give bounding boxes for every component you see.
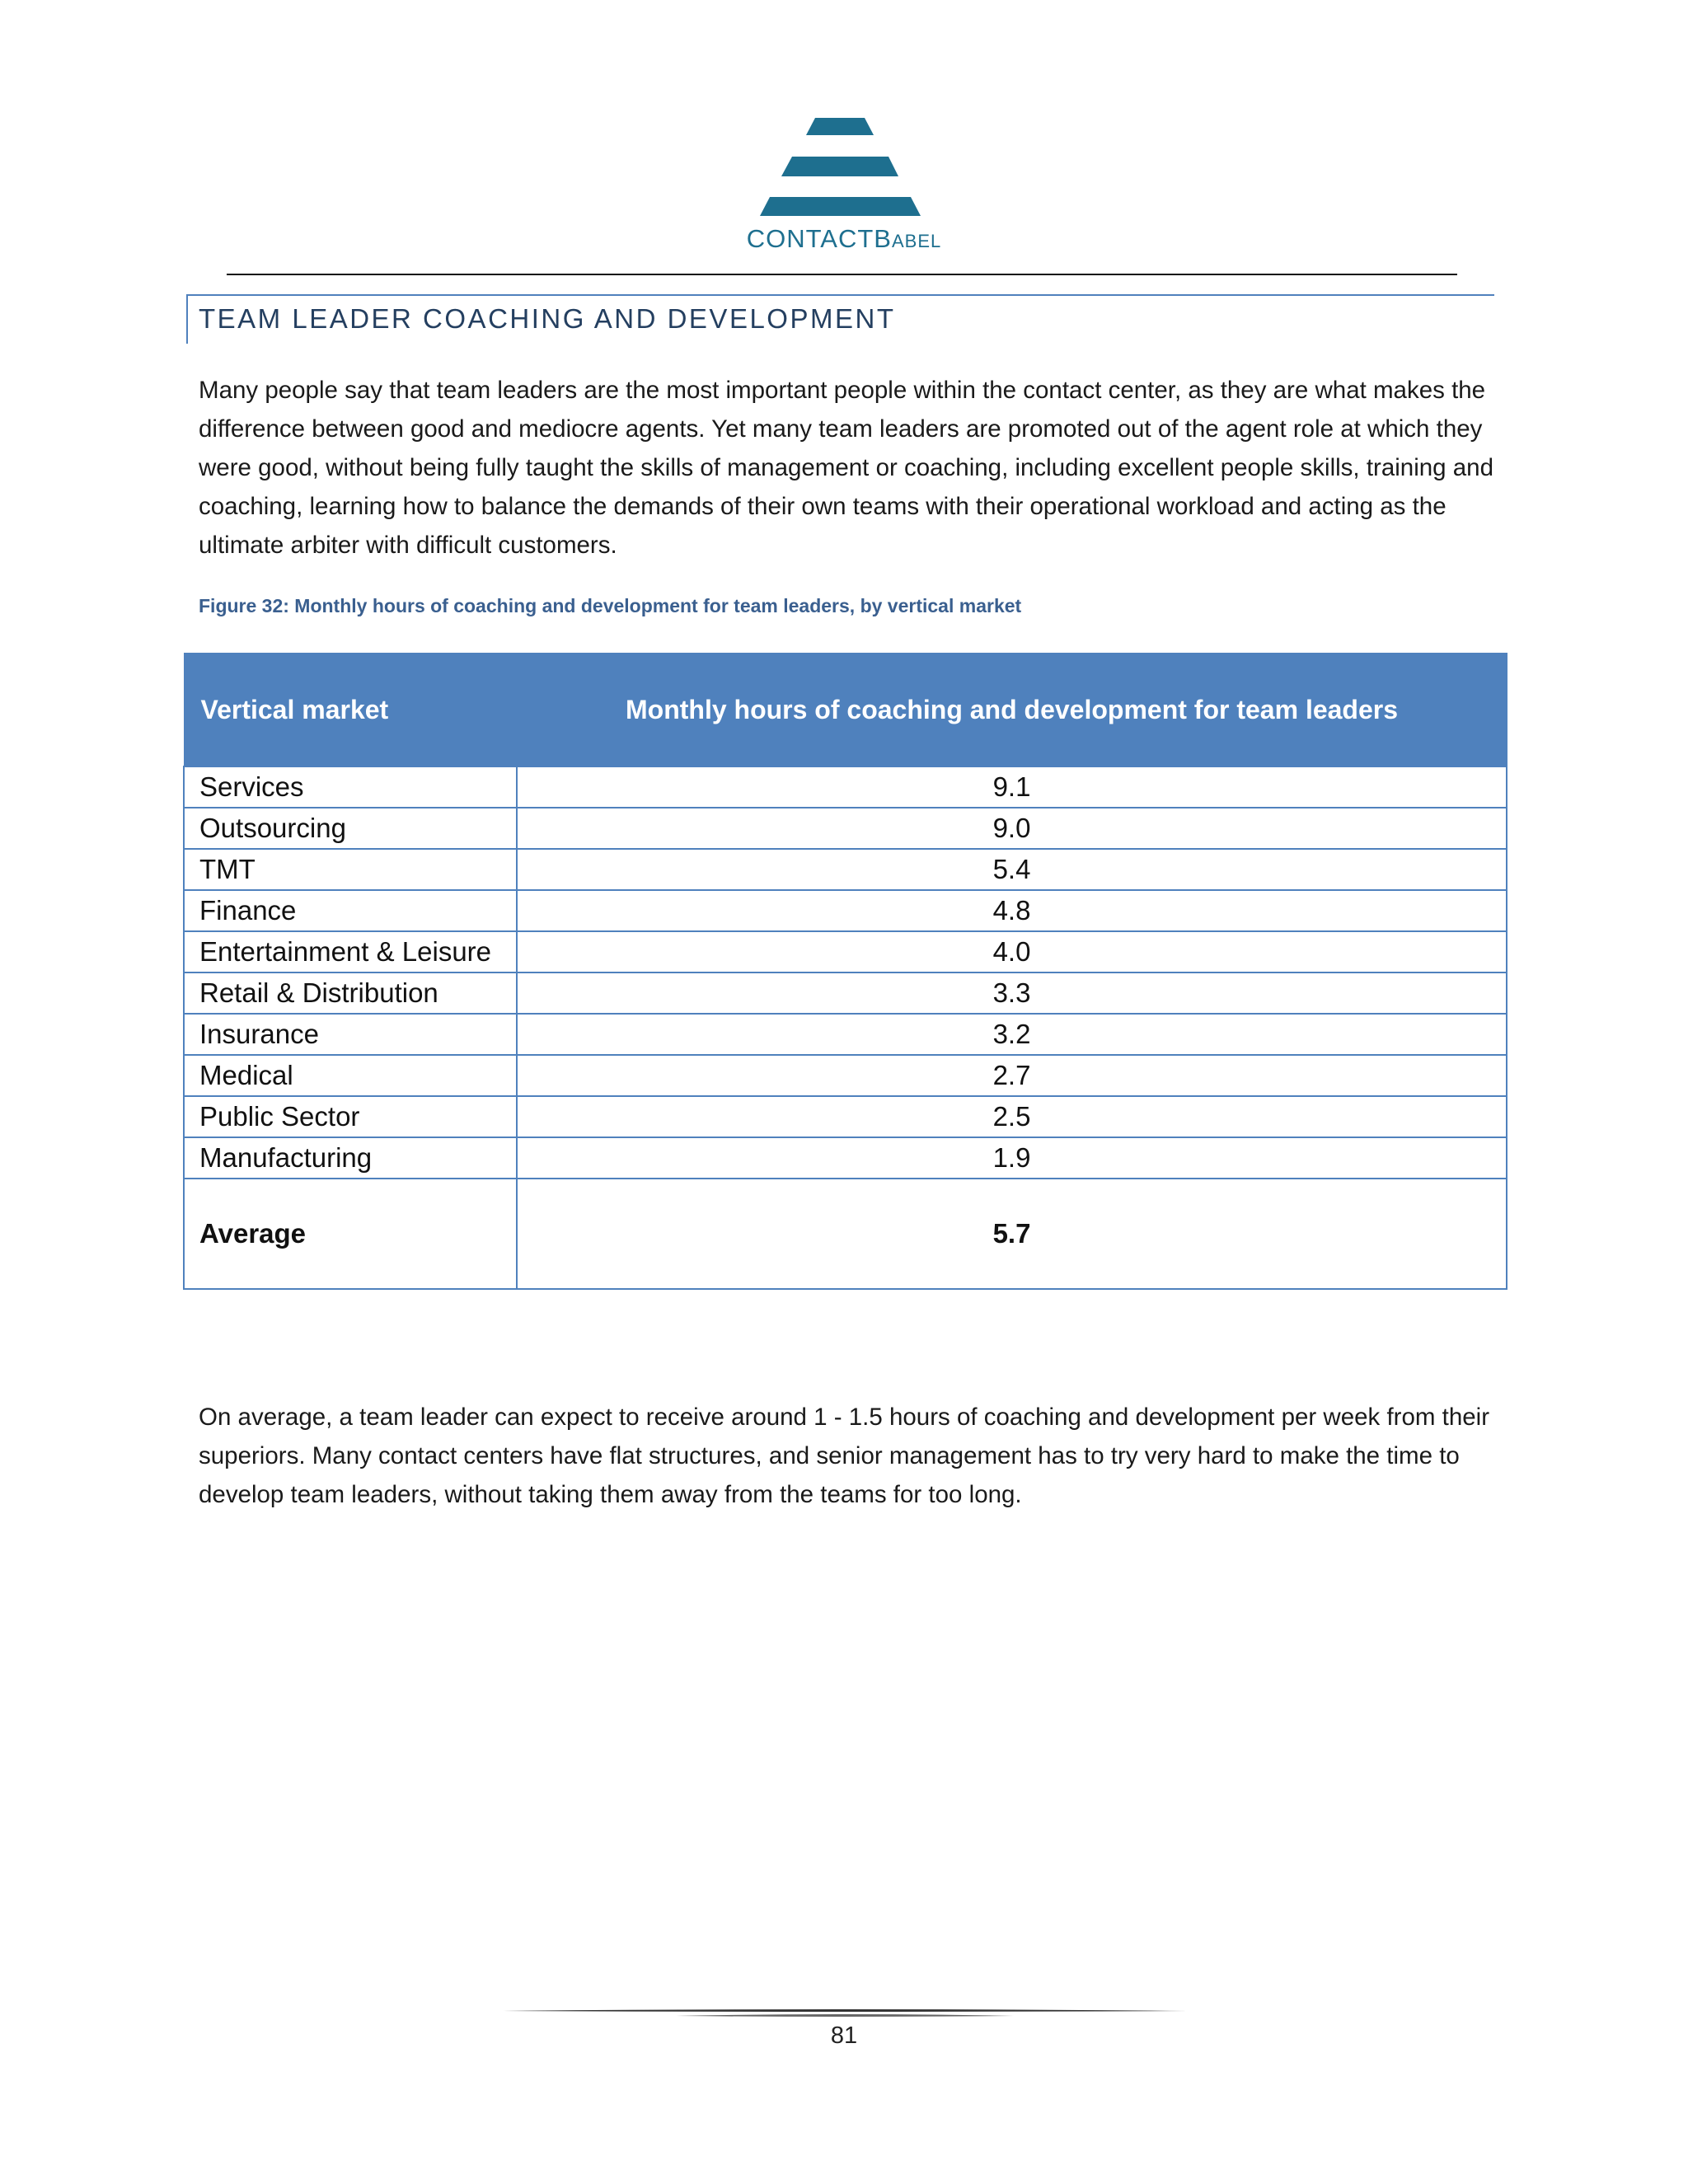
market-cell: Services	[184, 766, 517, 808]
figure-caption: Figure 32: Monthly hours of coaching and development for team leaders, by vertical market	[199, 595, 1022, 616]
vertical-market-table	[183, 653, 1507, 1290]
average-label: Average	[184, 1179, 517, 1289]
brand-name: CONTACTBabel	[746, 224, 942, 253]
table-row	[184, 931, 1507, 972]
market-cell: Outsourcing	[184, 808, 517, 849]
market-cell: Retail & Distribution	[184, 972, 517, 1014]
intro-text: Many people say that team leaders are the most important people within the contact center, as they are what makes the difference between good and mediocre agents. Yet many team leaders are promoted out of the agent role at which they were good, without being fully taught the skills of management or coaching, including excellent people skills, training and coaching, learning how to balance the demands of their own teams with their operational workload and acting as the ultimate arbiter with difficult customers.	[199, 377, 1493, 559]
intro-paragraph	[199, 371, 1501, 565]
header-vertical-market: Vertical market	[184, 654, 517, 767]
pyramid-logo-icon	[750, 115, 938, 216]
market-cell: Entertainment & Leisure	[184, 931, 517, 972]
table-row	[184, 1096, 1507, 1137]
table-average-row	[184, 1179, 1507, 1289]
table-row	[184, 1137, 1507, 1179]
closing-paragraph	[199, 1398, 1501, 1514]
market-cell: Public Sector	[184, 1096, 517, 1137]
table-row	[184, 972, 1507, 1014]
hours-cell: 3.2	[517, 1014, 1507, 1055]
closing-text: On average, a team leader can expect to receive around 1 - 1.5 hours of coaching and development per week from their superiors. Many contact centers have flat structures, and senior management has to try very hard to make the time to develop team leaders, without taking them away from the teams for too long.	[199, 1404, 1490, 1508]
table-row	[184, 766, 1507, 808]
header-divider	[227, 274, 1457, 275]
hours-cell: 4.8	[517, 890, 1507, 931]
market-cell: TMT	[184, 849, 517, 890]
market-cell: Medical	[184, 1055, 517, 1096]
table-row	[184, 808, 1507, 849]
hours-cell: 5.4	[517, 849, 1507, 890]
table-row	[184, 1014, 1507, 1055]
market-cell: Manufacturing	[184, 1137, 517, 1179]
hours-cell: 9.0	[517, 808, 1507, 849]
average-value: 5.7	[517, 1179, 1507, 1289]
table-row	[184, 849, 1507, 890]
hours-cell: 3.3	[517, 972, 1507, 1014]
table-row	[184, 890, 1507, 931]
hours-cell: 4.0	[517, 931, 1507, 972]
hours-cell: 2.5	[517, 1096, 1507, 1137]
hours-cell: 9.1	[517, 766, 1507, 808]
hours-cell: 1.9	[517, 1137, 1507, 1179]
market-cell: Insurance	[184, 1014, 517, 1055]
hours-cell: 2.7	[517, 1055, 1507, 1096]
table-header-row	[184, 654, 1507, 767]
market-cell: Finance	[184, 890, 517, 931]
header-monthly-hours: Monthly hours of coaching and development for team leaders	[517, 654, 1507, 767]
section-title: TEAM LEADER COACHING AND DEVELOPMENT	[199, 303, 896, 334]
footer-divider	[503, 2009, 1187, 2021]
page-number: 81	[830, 2022, 858, 2049]
header-logo	[0, 0, 1688, 264]
table-row	[184, 1055, 1507, 1096]
